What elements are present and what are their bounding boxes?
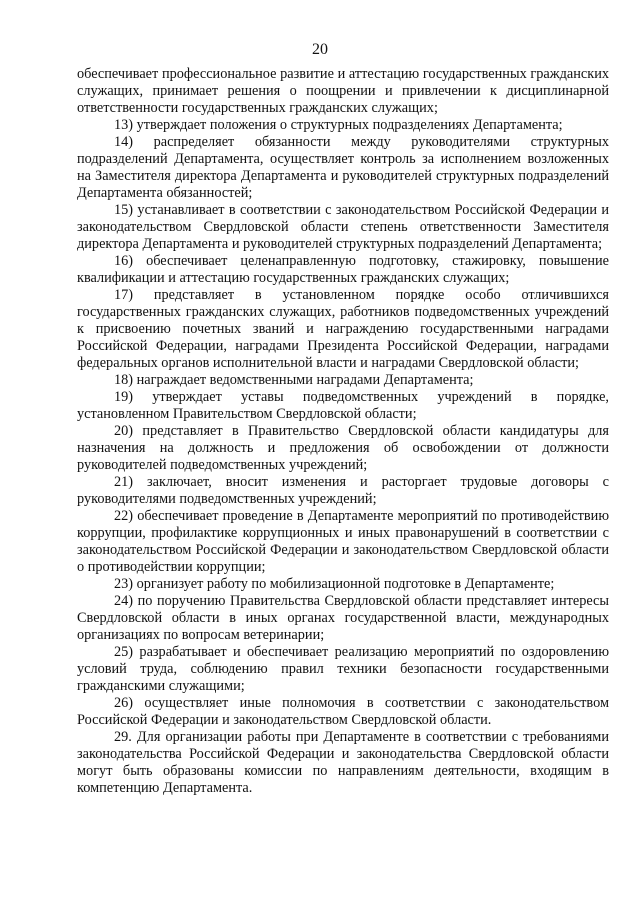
paragraph: 20) представляет в Правительство Свердловской области кандидатуры для назначения на должность и предложения об освобождении от должности руководителей подведомственных учреждений; [77, 423, 609, 473]
paragraph: 26) осуществляет иные полномочия в соответствии с законодательством Российской Федерации и законодательством Свердловской области. [77, 695, 609, 728]
paragraph: 22) обеспечивает проведение в Департаменте мероприятий по противодействию коррупции, профилактике коррупционных и иных правонарушений в соответствии с законодательством Российской Федерации и законодательством Свердловской области о противодействии коррупции; [77, 508, 609, 575]
paragraph: 25) разрабатывает и обеспечивает реализацию мероприятий по оздоровлению условий труда, соблюдению правил техники безопасности государственными гражданскими служащими; [77, 644, 609, 694]
document-body [77, 66, 609, 797]
paragraph: 15) устанавливает в соответствии с законодательством Российской Федерации и законодательством Свердловской области степень ответственности Заместителя директора Департамента и руководителей структурных подразделений Департамента; [77, 202, 609, 252]
paragraph: 17) представляет в установленном порядке особо отличившихся государственных гражданских служащих, работников подведомственных учреждений к присвоению почетных званий и награждению государственными наградами Российской Федерации, наградами Президента Российской Федерации, наградами федеральных органов исполнительной власти и наградами Свердловской области; [77, 287, 609, 371]
paragraph: 29. Для организации работы при Департаменте в соответствии с требованиями законодательства Российской Федерации и законодательства Свердловской области могут быть образованы комиссии по направлениям деятельности, входящим в компетенцию Департамента. [77, 729, 609, 796]
paragraph: 14) распределяет обязанности между руководителями структурных подразделений Департамента, осуществляет контроль за исполнением возложенных на Заместителя директора Департамента и руководителей структурных подразделений Департамента обязанностей; [77, 134, 609, 201]
paragraph: 19) утверждает уставы подведомственных учреждений в порядке, установленном Правительством Свердловской области; [77, 389, 609, 422]
paragraph: 21) заключает, вносит изменения и расторгает трудовые договоры с руководителями подведомственных учреждений; [77, 474, 609, 507]
paragraph: 16) обеспечивает целенаправленную подготовку, стажировку, повышение квалификации и аттестацию государственных гражданских служащих; [77, 253, 609, 286]
paragraph: 18) награждает ведомственными наградами Департамента; [114, 372, 474, 388]
paragraph: обеспечивает профессиональное развитие и аттестацию государственных гражданских служащих, принимает решения о поощрении и привлечении к дисциплинарной ответственности государственных гражданских служащих; [77, 66, 609, 116]
page-number: 20 [312, 41, 328, 58]
paragraph: 23) организует работу по мобилизационной подготовке в Департаменте; [114, 576, 555, 592]
paragraph: 24) по поручению Правительства Свердловской области представляет интересы Свердловской области в иных органах государственной власти, международных организациях по вопросам ветеринарии; [77, 593, 609, 643]
paragraph: 13) утверждает положения о структурных подразделениях Департамента; [114, 117, 563, 133]
